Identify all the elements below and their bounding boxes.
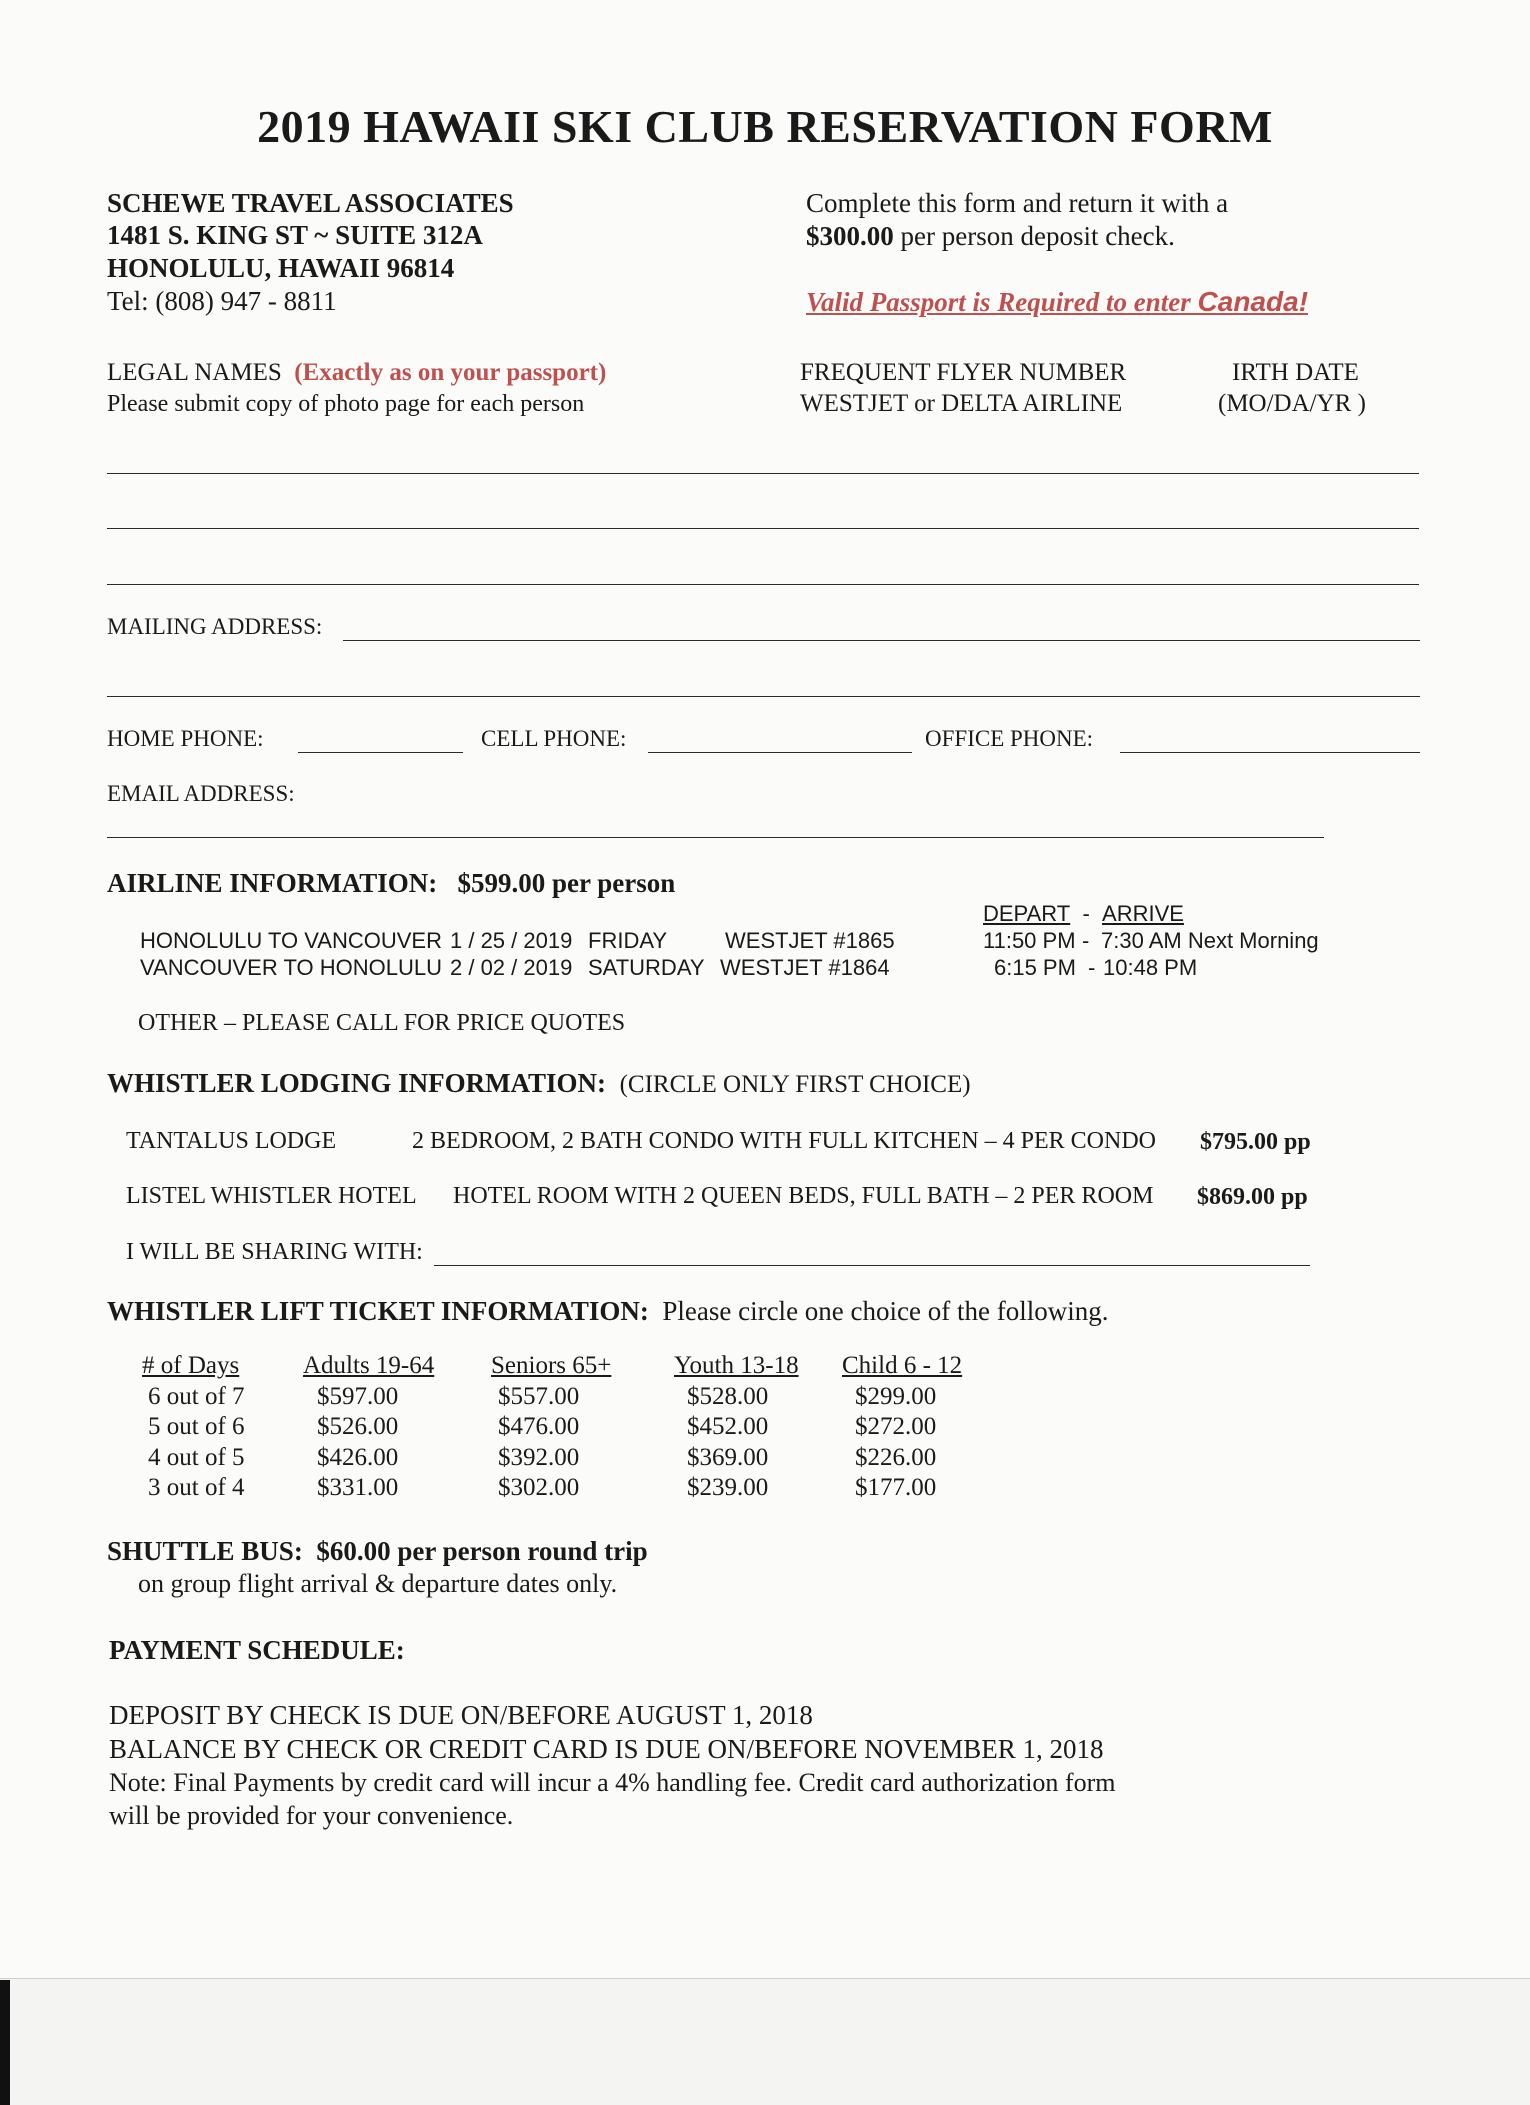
scan-edge-mark <box>0 1980 10 2105</box>
airline-heading <box>107 868 675 899</box>
lift-adult-price: $426.00 <box>317 1443 399 1471</box>
payment-heading: PAYMENT SCHEDULE: <box>109 1635 405 1665</box>
lift-header-child: Child 6 - 12 <box>842 1352 963 1379</box>
lift-child-price: $272.00 <box>855 1413 937 1440</box>
lift-days-cell: 4 out of 5 <box>148 1443 245 1471</box>
lodging-option-desc: 2 BEDROOM, 2 BATH CONDO WITH FULL KITCHEN – 4 PER CONDO <box>412 1128 1156 1154</box>
lift-youth-price: $528.00 <box>687 1382 769 1410</box>
lift-days-cell: 6 out of 7 <box>148 1382 245 1410</box>
lift-column-youth <box>674 1351 799 1504</box>
lift-senior-price: $557.00 <box>498 1382 580 1410</box>
flight-time-dash: - <box>1088 955 1096 980</box>
lift-adult-price: $597.00 <box>317 1382 399 1410</box>
lodging-option-price: $869.00 pp <box>1197 1184 1308 1210</box>
lift-senior-price: $302.00 <box>498 1474 580 1501</box>
agency-name: SCHEWE TRAVEL ASSOCIATES <box>107 188 514 218</box>
agency-tel: Tel: (808) 947 - 8811 <box>107 286 337 316</box>
cell-phone-label: CELL PHONE: <box>481 726 627 751</box>
shuttle-sub: on group flight arrival & departure dates only. <box>138 1569 618 1598</box>
payment-line: BALANCE BY CHECK OR CREDIT CARD IS DUE ON/BEFORE NOVEMBER 1, 2018 <box>109 1734 1104 1764</box>
lift-days-cell: 3 out of 4 <box>148 1474 245 1501</box>
lodging-option-name: LISTEL WHISTLER HOTEL <box>126 1183 417 1209</box>
lodging-option-desc: HOTEL ROOM WITH 2 QUEEN BEDS, FULL BATH – 2 PER ROOM <box>453 1183 1154 1209</box>
flight-day: FRIDAY <box>588 928 668 953</box>
mailing-address-field[interactable] <box>343 640 1420 641</box>
flight-arrive-time: 10:48 PM <box>1103 955 1198 980</box>
lift-child-price: $226.00 <box>855 1443 937 1471</box>
flight-carrier: WESTJET #1864 <box>720 955 890 980</box>
lift-header-adults: Adults 19-64 <box>303 1352 435 1379</box>
lodging-option-name: TANTALUS LODGE <box>126 1128 337 1154</box>
flight-time-dash: - <box>1082 928 1090 953</box>
deposit-amount-line <box>806 221 1175 252</box>
passport-notice <box>806 286 1308 318</box>
lift-youth-price: $369.00 <box>687 1443 769 1471</box>
sharing-field[interactable] <box>434 1265 1310 1266</box>
office-phone-field[interactable] <box>1120 752 1420 753</box>
flight-depart-time: 6:15 PM <box>994 955 1076 980</box>
lift-days-cell: 5 out of 6 <box>148 1413 245 1440</box>
lift-heading-label: WHISTLER LIFT TICKET INFORMATION: <box>107 1296 649 1326</box>
sharing-label: I WILL BE SHARING WITH: <box>126 1239 423 1265</box>
name-entry-line[interactable] <box>107 528 1419 529</box>
depart-arrive-header <box>983 901 1184 927</box>
deposit-amount-text: per person deposit check. <box>893 221 1175 251</box>
office-phone-label: OFFICE PHONE: <box>925 726 1094 751</box>
email-field[interactable] <box>107 837 1324 838</box>
home-phone-field[interactable] <box>298 752 463 753</box>
passport-notice-country: Canada! <box>1197 286 1309 317</box>
flight-route: VANCOUVER TO HONOLULU <box>140 955 442 980</box>
mailing-address-label: MAILING ADDRESS: <box>107 614 323 639</box>
lift-youth-price: $452.00 <box>687 1413 769 1440</box>
lift-header-seniors: Seniors 65+ <box>491 1352 612 1379</box>
mailing-address-field-2[interactable] <box>107 696 1420 697</box>
lift-child-price: $299.00 <box>855 1382 937 1410</box>
frequent-flyer-label: FREQUENT FLYER NUMBER <box>800 359 1127 386</box>
birth-date-sub: (MO/DA/YR ) <box>1218 390 1366 417</box>
lodging-heading <box>107 1068 971 1099</box>
arrive-label: ARRIVE <box>1102 901 1184 926</box>
frequent-flyer-sub: WESTJET or DELTA AIRLINE <box>800 390 1123 417</box>
legal-names-sub: Please submit copy of photo page for each person <box>107 391 585 417</box>
legal-names-note: (Exactly as on your passport) <box>294 359 607 386</box>
deposit-instructions: Complete this form and return it with a <box>806 188 1229 218</box>
flight-depart-time: 11:50 PM <box>983 928 1076 953</box>
flight-date: 1 / 25 / 2019 <box>450 928 573 953</box>
lift-header-youth: Youth 13-18 <box>674 1352 799 1379</box>
flight-arrive-time: 7:30 AM Next Morning <box>1101 928 1319 953</box>
page-title: 2019 HAWAII SKI CLUB RESERVATION FORM <box>257 101 1273 152</box>
flight-carrier: WESTJET #1865 <box>725 928 895 953</box>
birth-date-label: IRTH DATE <box>1232 359 1359 386</box>
flight-route: HONOLULU TO VANCOUVER <box>140 928 442 953</box>
deposit-amount: $300.00 <box>806 221 894 251</box>
name-entry-line[interactable] <box>107 584 1419 585</box>
airline-other-note: OTHER – PLEASE CALL FOR PRICE QUOTES <box>138 1010 626 1036</box>
lift-child-price: $177.00 <box>855 1474 937 1501</box>
airline-heading-label: AIRLINE INFORMATION: <box>107 868 438 898</box>
lift-senior-price: $476.00 <box>498 1413 580 1440</box>
lodging-heading-label: WHISTLER LODGING INFORMATION: <box>107 1068 607 1098</box>
legal-names-label: LEGAL NAMES <box>107 359 282 386</box>
lift-adult-price: $331.00 <box>317 1474 399 1501</box>
lift-column-days <box>142 1351 245 1504</box>
lift-column-seniors <box>491 1351 611 1504</box>
lift-senior-price: $392.00 <box>498 1443 580 1471</box>
name-entry-line[interactable] <box>107 473 1419 474</box>
legal-names-header <box>107 359 606 387</box>
shuttle-heading <box>107 1536 648 1567</box>
passport-notice-text: Valid Passport is Required to enter <box>806 287 1198 317</box>
lift-header-days: # of Days <box>142 1352 240 1379</box>
lodging-note: (CIRCLE ONLY FIRST CHOICE) <box>619 1071 971 1098</box>
airline-price: $599.00 per person <box>457 868 676 898</box>
flight-date: 2 / 02 / 2019 <box>450 955 573 980</box>
flight-day: SATURDAY <box>588 955 705 980</box>
scan-margin <box>0 1979 1530 2105</box>
email-label: EMAIL ADDRESS: <box>107 781 295 806</box>
payment-note: Note: Final Payments by credit card will incur a 4% handling fee. Credit card authorization form <box>109 1768 1116 1797</box>
cell-phone-field[interactable] <box>648 752 912 753</box>
agency-street: 1481 S. KING ST ~ SUITE 312A <box>107 220 483 250</box>
lift-adult-price: $526.00 <box>317 1413 399 1440</box>
header-dash: - <box>1082 901 1090 926</box>
lodging-option-price: $795.00 pp <box>1200 1129 1311 1155</box>
depart-label: DEPART <box>983 901 1071 926</box>
home-phone-label: HOME PHONE: <box>107 726 264 751</box>
lift-column-child <box>842 1351 962 1504</box>
payment-note: will be provided for your convenience. <box>109 1801 514 1830</box>
shuttle-heading-label: SHUTTLE BUS: <box>107 1536 303 1566</box>
payment-line: DEPOSIT BY CHECK IS DUE ON/BEFORE AUGUST 1, 2018 <box>109 1700 813 1730</box>
lift-youth-price: $239.00 <box>687 1474 769 1501</box>
lift-heading <box>107 1296 1108 1327</box>
agency-city: HONOLULU, HAWAII 96814 <box>107 253 455 283</box>
shuttle-price: $60.00 per person round trip <box>316 1536 648 1566</box>
lift-note: Please circle one choice of the following. <box>662 1296 1109 1326</box>
lift-column-adults <box>303 1351 434 1504</box>
